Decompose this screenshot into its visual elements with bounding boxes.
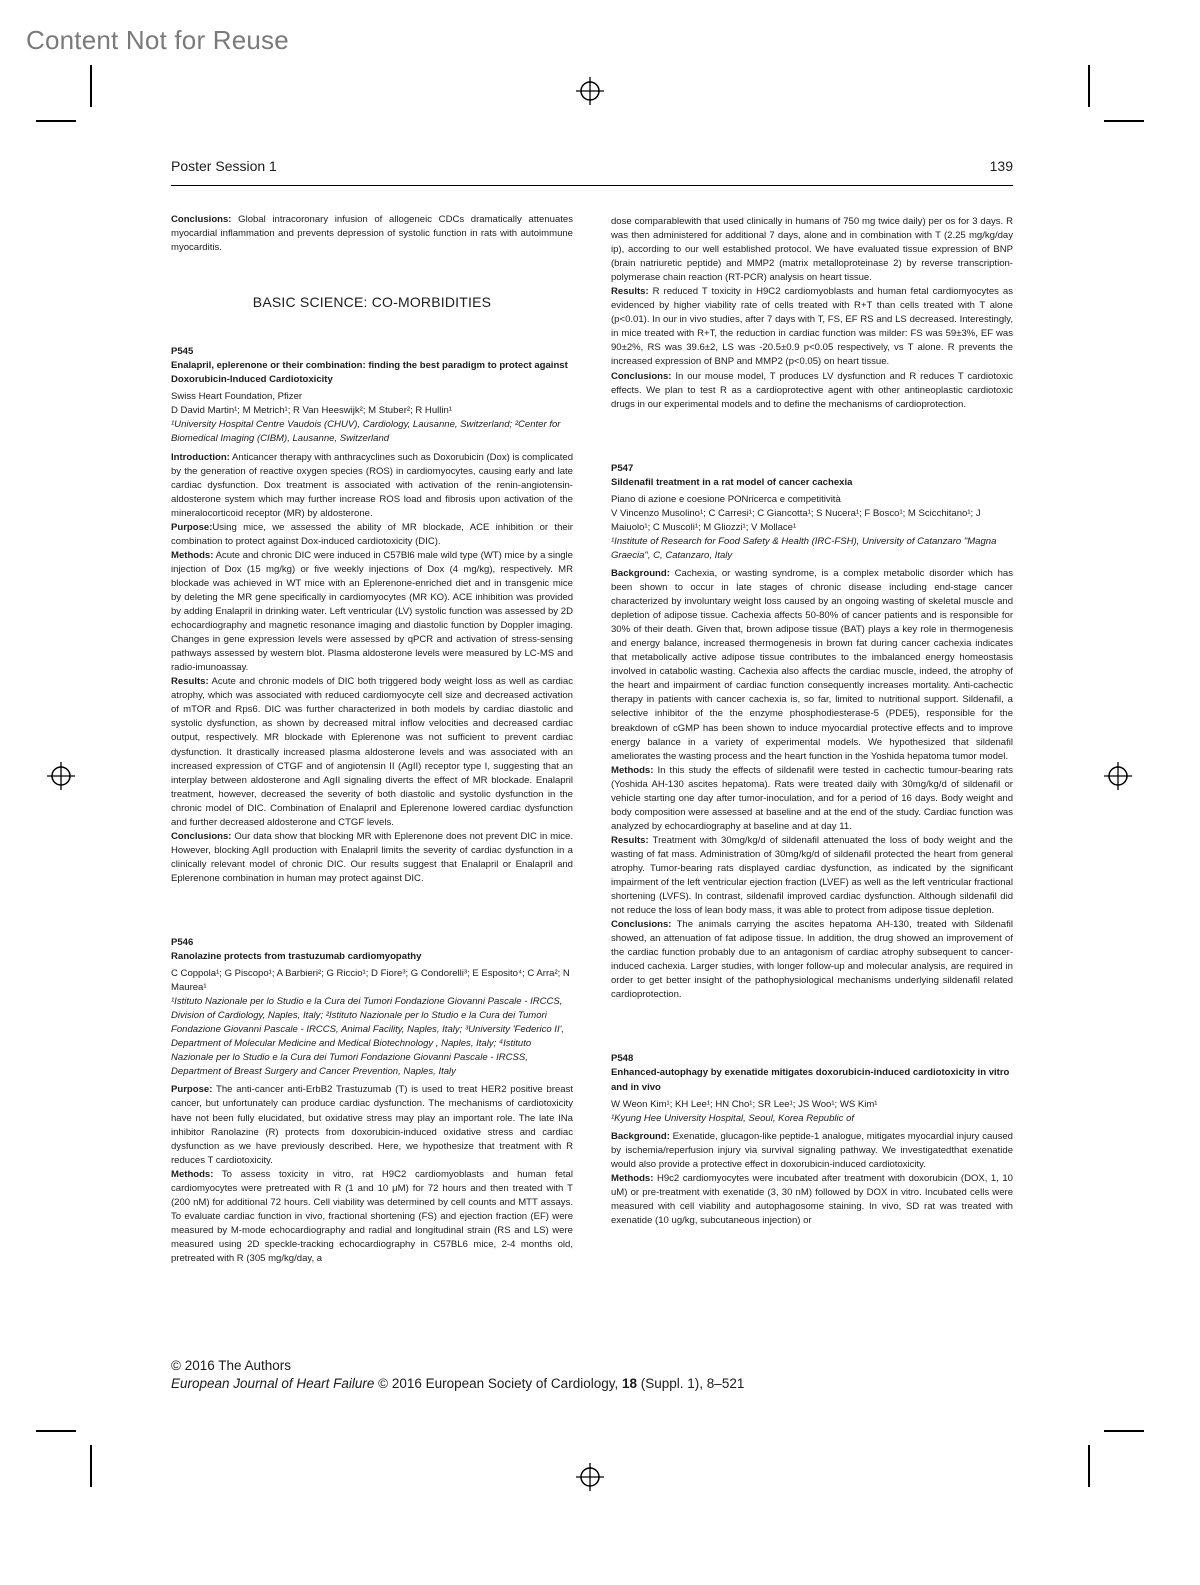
running-head-section: Poster Session 1 bbox=[171, 158, 277, 174]
footer-citation: European Journal of Heart Failure © 2016 European Society of Cardiology, 18 (Suppl. 1), 8–521 bbox=[171, 1376, 745, 1391]
registration-mark-icon bbox=[575, 1462, 605, 1492]
abstract-p547 bbox=[611, 462, 1013, 1003]
crop-mark bbox=[1104, 1430, 1144, 1432]
abstract-authors: C Coppola¹; G Piscopo¹; A Barbieri²; G Riccio¹; D Fiore³; G Condorelli³; E Esposito⁴; C Arra²; N Maurea¹ bbox=[171, 968, 570, 994]
journal-name: European Journal of Heart Failure bbox=[171, 1376, 375, 1391]
abstract-id: P546 bbox=[171, 936, 194, 948]
crop-mark bbox=[90, 1445, 92, 1487]
running-head bbox=[171, 158, 1013, 186]
abstract-methods: Methods: In this study the effects of sildenafil were tested in cachectic tumour-bearing rats (Yoshida AH-130 ascites hepatoma). Rats were treated daily with 30mg/kg/d of sildenafil or vehicle starting one day after tumor-inoculation, and for a period of 16 days. Body weight and body composition were assessed at baseline and at the end of the study. Cardiac function was analyzed by echocardiography at baseline and at day 11. bbox=[611, 764, 1013, 832]
right-column bbox=[611, 215, 1013, 1228]
crop-mark bbox=[36, 120, 76, 122]
abstract-conclusions: Conclusions: In our mouse model, T produces LV dysfunction and R reduces T cardiotoxic effects. We plan to test R as a cardioprotective agent with other antineoplastic cardiotoxic drugs in our experimental models and to define the mechanisms of cardioprotection. bbox=[611, 370, 1013, 410]
abstract-results: Results: Acute and chronic models of DIC both triggered body weight loss as well as cardiac atrophy, which was associated with reduced cardiomyocyte cell size and decreased activation of mTOR and Rps6. DIC was further characterized in both models by cardiac diastolic and systolic dysfunction, as shown by decreased mitral inflow velocities and decreased cardiac output, respectively. MR blockade with Eplerenone was not sufficient to prevent cardiac dysfunction. It drastically increased plasma aldosterone levels and was associated with an increased expression of CTGF and of angiotensin II (AgII) receptor type I, suggesting that an interplay between aldosterone and AgII signaling diverts the effect of MR blockade. Enalapril treatment, however, decreased the severity of both diastolic and systolic dysfunction in the chronic model of DIC. Combination of Enalapril and Eplerenone lowered cardiac dysfunction and further decreased aldosterone and CTGF levels. bbox=[171, 676, 573, 828]
abstract-conclusions: Conclusions: Our data show that blocking MR with Eplerenone does not prevent DIC in mice. However, blocking AgII production with Enalapril limits the severity of cardiac dysfunction in a clinically relevant model of chronic DIC. Our results suggest that Enalapril or Enalapril and Eplerenone combination in human may protect against DIC. bbox=[171, 830, 573, 884]
volume: 18 bbox=[621, 1376, 638, 1391]
abstract-continuation: dose comparablewith that used clinically in humans of 750 mg twice daily) per os for 3 days. R was then administered for additional 7 days, alone and in combination with T (2.25 mg/kg/day ip), according to our well established protocol. We have evaluated tissue expression of BNP (brain natriuretic peptide) and MMP2 (matrix metalloproteinase 2) by reverse transcription-polymerase chain reaction (RT-PCR) analysis on heart tissue. bbox=[611, 216, 1013, 284]
abstract-funding: Piano di azione e coesione PONricerca e competitività bbox=[611, 493, 841, 505]
abstract-methods: Methods: Acute and chronic DIC were induced in C57Bl6 male wild type (WT) mice by a single injection of Dox (15 mg/kg) or five weekly injections of Dox (4 mg/kg), respectively. MR blockade was achieved in WT mice with an Eplerenone-enriched diet and in transgenic mice by deleting the MR gene specifically in cardiomyocytes (MR KO). ACE inhibition was provided by adding Enalapril in drinking water. Left ventricular (LV) systolic function was assessed by 2D echocardiography and magnetic resonance imaging and diastolic function by Doppler imaging. Changes in gene expression levels were assessed by qPCR and activation of stress-sensing pathways assessed by western blot. Plasma aldosterone levels were measured by LC-MS and radio-imunoassay. bbox=[171, 549, 573, 674]
page-number: 139 bbox=[989, 158, 1013, 174]
abstract-funding: Swiss Heart Foundation, Pfizer bbox=[171, 391, 303, 403]
page-footer bbox=[171, 1357, 744, 1393]
section-heading: BASIC SCIENCE: CO-MORBIDITIES bbox=[252, 294, 492, 311]
abstract-conclusions: Conclusions: The animals carrying the ascites hepatoma AH-130, treated with Sildenafil showed, an attenuation of fat adipose tissue. In addition, the drug showed an improvement of the cardiac function probably due to an antagonism of cardiac atrophy subsequent to cancer-induced cachexia. Larger studies, with longer follow-up and molecular analysis, are required in order to get better insight of the pathophysiological mechanisms underlying sildenafil related cardioprotection. bbox=[611, 919, 1013, 1001]
abstract-authors: W Weon Kim¹; KH Lee¹; HN Cho¹; SR Lee¹; JS Woo¹; WS Kim¹ bbox=[611, 1098, 878, 1110]
abstract-affiliations: ¹Kyung Hee University Hospital, Seoul, Korea Republic of bbox=[611, 1112, 855, 1124]
registration-mark-icon bbox=[1103, 761, 1133, 791]
abstract-p548 bbox=[611, 1052, 1013, 1228]
abstract-authors: V Vincenzo Musolino¹; C Carresi¹; C Giancotta¹; S Nucera¹; F Bosco¹; M Scicchitano¹; J Maiuolo¹; C Muscoli¹; M Gliozzi¹; V Mollace¹ bbox=[611, 507, 981, 533]
abstract-introduction: Introduction: Anticancer therapy with anthracyclines such as Doxorubicin (Dox) is complicated by the generation of reactive oxygen species (ROS) in cardiomyocytes, causing early and late cardiac dysfunction. Dox treatment is associated with activation of the renin-angiotensin-aldosterone system which may further increase ROS load and fibrosis upon activation of the mineralocorticoid receptor (MR) by aldosterone. bbox=[171, 451, 573, 519]
abstract-purpose: Purpose:Using mice, we assessed the ability of MR blockade, ACE inhibition or their combination to protect against Dox-induced cardiotoxicity (DIC). bbox=[171, 521, 573, 547]
registration-mark-icon bbox=[46, 761, 76, 791]
crop-mark bbox=[36, 1430, 76, 1432]
abstract-affiliations: ¹Istituto Nazionale per lo Studio e la Cura dei Tumori Fondazione Giovanni Pascale - IRCCS, Division of Cardiology, Naples, Italy; ²Istituto Nazionale per lo Studio e la Cura dei Tumori Fondazione Giovanni Pascale - IRCCS, Animal Facility, Naples, Italy; ³University 'Federico II', Department of Molecular Medicine and Medical Biotechnology , Naples, Italy; ⁴Istituto Nazionale per lo Studio e la Cura dei Tumori Fondazione Giovanni Pascale - IRCSS, Department of Breast Surgery and Cancer Prevention, Naples, Italy bbox=[171, 996, 565, 1078]
left-column bbox=[171, 213, 573, 1266]
prev-conclusions: Conclusions: Global intracoronary infusion of allogeneic CDCs dramatically attenuates myocardial inflammation and prevents depression of systolic function in rats with autoimmune myocarditis. bbox=[171, 214, 573, 254]
abstract-methods: Methods: H9c2 cardiomyocytes were incubated after treatment with doxorubicin (DOX, 1, 10 uM) or pre-treatment with exenatide (3, 30 nM) followed by DOX in vitro. Incubated cells were measured with cell viability and autophagosome staining. In vivo, SD rat was treated with exenatide (10 ug/kg, subcutaneous injection) or bbox=[611, 1172, 1013, 1226]
abstract-background: Background: Exenatide, glucagon-like peptide-1 analogue, mitigates myocardial injury caused by ischemia/reperfusion injury via survival signaling pathway. We investigatedthat exenatide would also provide a protective effect in doxorubicin-induced cardiotoxicity. bbox=[611, 1130, 1013, 1170]
abstract-purpose: Purpose: The anti-cancer anti-ErbB2 Trastuzumab (T) is used to treat HER2 positive breast cancer, but unfortunately can produce cardiac dysfunction. The mechanisms of cardiotoxicity have not been fully elucidated, but oxidative stress may play an important role. The late INa inhibitor Ranolazine (R) protects from doxorubicin-induced oxidative stress and cardiac dysfunction as we have previously described. Here, we hypothesize that treatment with R reduces T cardiotoxicity. bbox=[171, 1084, 573, 1166]
abstract-title: Enalapril, eplerenone or their combination: finding the best paradigm to protect against Doxorubicin-Induced Cardiotoxicity bbox=[171, 360, 568, 386]
crop-mark bbox=[1088, 1445, 1090, 1487]
watermark: Content Not for Reuse bbox=[26, 25, 289, 55]
abstract-id: P547 bbox=[611, 462, 634, 474]
abstract-p546 bbox=[171, 936, 573, 1266]
registration-mark-icon bbox=[575, 76, 605, 106]
crop-mark bbox=[1104, 120, 1144, 122]
abstract-affiliations: ¹University Hospital Centre Vaudois (CHUV), Cardiology, Lausanne, Switzerland; ²Center for Biomedical Imaging (CIBM), Lausanne, Switzerland bbox=[171, 419, 561, 445]
crop-mark bbox=[90, 65, 92, 107]
abstract-title: Enhanced-autophagy by exenatide mitigates doxorubicin-induced cardiotoxicity in vitro and in vivo bbox=[611, 1067, 1010, 1093]
crop-mark bbox=[1088, 65, 1090, 107]
abstract-id: P545 bbox=[171, 346, 194, 358]
abstract-title: Ranolazine protects from trastuzumab cardiomyopathy bbox=[171, 951, 422, 963]
footer-copyright: © 2016 The Authors bbox=[171, 1358, 292, 1373]
abstract-methods: Methods: To assess toxicity in vitro, rat H9C2 cardiomyoblasts and human fetal cardiomyocytes were pretreated with R (1 and 10 μM) for 72 hours and then treated with T (200 nM) for additional 72 hours. Cell viability was determined by cell counts and MTT assays. To evaluate cardiac function in vivo, fractional shortening (FS) and ejection fraction (EF) were measured by M-mode echocardiography and radial and longitudinal strain (RS and LS) were measured using 2D speckle-tracking echocardiography in C57BL6 mice, 2-4 months old, pretreated with R (305 mg/kg/day, a bbox=[171, 1168, 573, 1264]
abstract-results: Results: R reduced T toxicity in H9C2 cardiomyoblasts and human fetal cardiomyocytes as evidenced by higher viability rate of cells treated with R+T than cells treated with T alone (p<0.01). In our in vivo studies, after 7 days with T, FS, EF RS and LS decreased. Interestingly, in mice treated with R+T, the reduction in cardiac function was milder: FS was 59±3%, EF was 90±2%, RS was 39.6±2, LS was -20.5±0.9 p<0.05 respectively, vs T alone. R prevents the increased expression of BNP and MMP2 (p<0.05) on heart tissue. bbox=[611, 286, 1013, 368]
abstract-affiliations: ¹Institute of Research for Food Safety & Health (IRC-FSH), University of Catanzaro "Magna Graecia", C, Catanzaro, Italy bbox=[611, 535, 997, 561]
abstract-background: Background: Cachexia, or wasting syndrome, is a complex metabolic disorder which has been shown to occur in late stages of chronic disease including end-stage cancer characterized by involuntary weight loss caused by an ongoing wasting of skeletal muscle and depletion of adipose tissue. Cachexia affects 50-80% of cancer patients and is responsible for 30% of their death. Given that, brown adipose tissue (BAT) plays a key role in thermogenesis and energy balance, increased thermogenesis in brown fat during cancer cachexia indicates that metabolically active adipose tissue contributes to the imbalanced energy homeostasis involved in catabolic wasting. Cachexia also affects the cardiac muscle, indeed, the atrophy of the heart and impairment of cardiac function consequently increases mortality. Anti-cachectic therapy in patients with cancer cachexia is, so far, limited to nutritional support. Sildenafil, a selective inhibitor of the the enzyme phosphodiesterase-5 (PDE5), responsible for the breakdown of cGMP has been shown to induce myocardial protective effects and to improve energy balance in a variety of experimental models. We hypothesized that sildenafil ameliorates the wasting process and the heart function in the Yoshida hepatoma tumor model. bbox=[611, 567, 1013, 762]
abstract-p545 bbox=[171, 345, 573, 886]
abstract-authors: D David Martin¹; M Metrich¹; R Van Heeswijk²; M Stuber²; R Hullin¹ bbox=[171, 405, 452, 417]
abstract-results: Results: Treatment with 30mg/kg/d of sildenafil attenuated the loss of body weight and the wasting of fat mass. Administration of 30mg/kg/d of sildenafil protected the heart from general atrophy. Tumor-bearing rats displayed cardiac dysfunction, as indicated by the significant impairment of the left ventricular ejection fraction (LVEF) as well as the left ventricular fractional shortening (LVFS). In contrast, sildenafil improved cardiac dysfunction. Although sildenafil did not reduce the loss of lean body mass, it was able to protect from adipose tissue depletion. bbox=[611, 834, 1013, 917]
abstract-title: Sildenafil treatment in a rat model of cancer cachexia bbox=[611, 476, 853, 488]
abstract-id: P548 bbox=[611, 1053, 634, 1065]
